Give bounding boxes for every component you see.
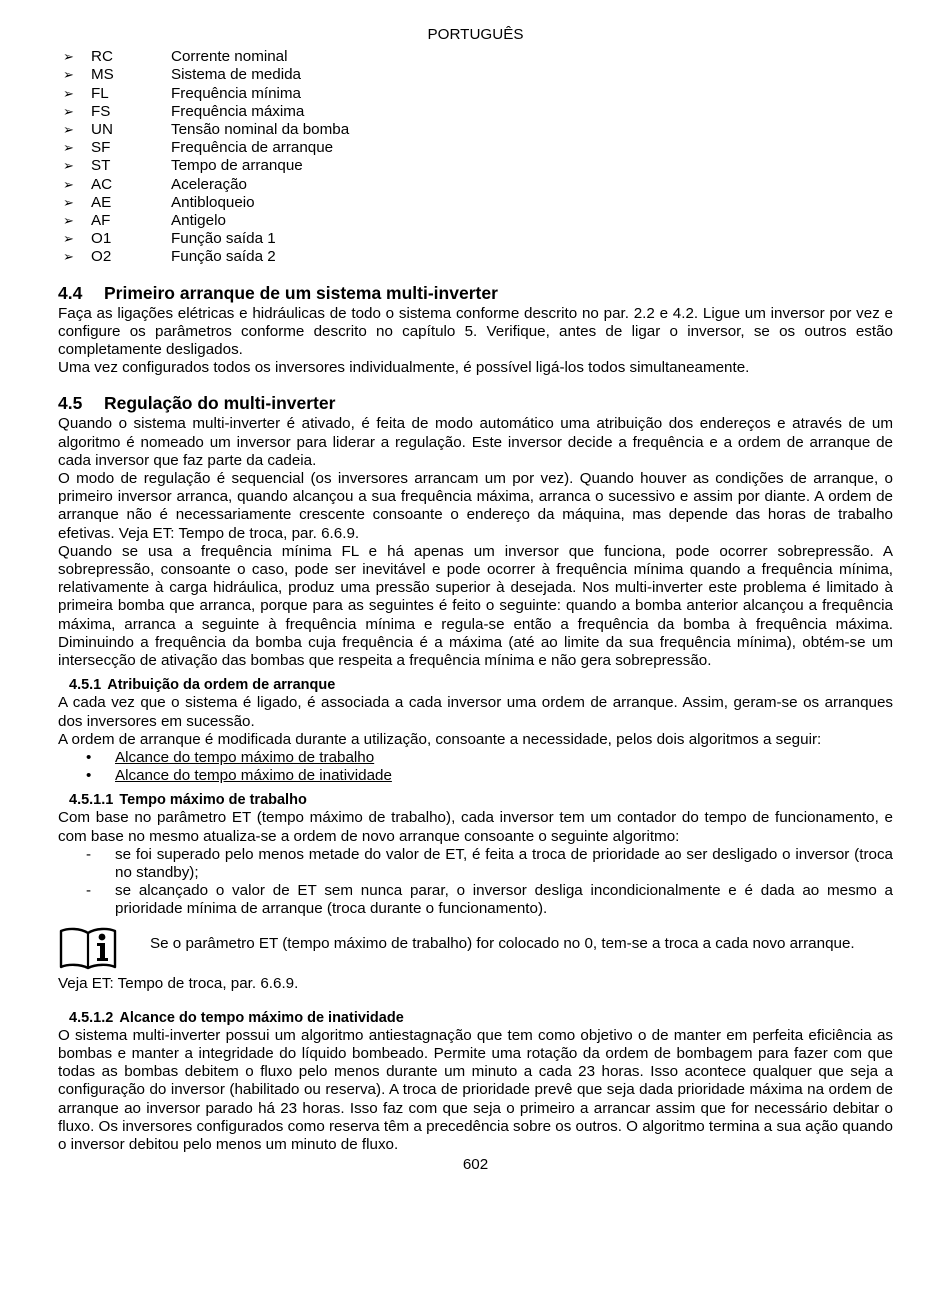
info-note <box>58 925 893 971</box>
list-text: se alcançado o valor de ET sem nunca parar, o inversor desliga incondicionalmente e é dada ao mesmo a prioridade mínima de arranque (troca durante o funcionamento). <box>115 882 893 918</box>
section-heading-4-5-1-1 <box>69 791 893 809</box>
arrow-bullet-icon: ➢ <box>63 85 74 101</box>
list-item <box>63 85 893 103</box>
param-code: RC <box>91 48 113 66</box>
param-desc: Antibloqueio <box>171 193 255 211</box>
param-desc: Função saída 2 <box>171 248 276 266</box>
document-page <box>58 26 893 1174</box>
section-title: Regulação do multi-inverter <box>104 393 336 414</box>
dash-bullet: - <box>86 845 92 863</box>
param-desc: Aceleração <box>171 175 247 193</box>
section-number: 4.5 <box>58 393 83 414</box>
arrow-bullet-icon: ➢ <box>63 194 74 210</box>
param-desc: Frequência máxima <box>171 102 305 120</box>
param-desc: Tensão nominal da bomba <box>171 121 350 139</box>
arrow-bullet-icon: ➢ <box>63 213 74 229</box>
paragraph: Faça as ligações elétricas e hidráulicas de todo o sistema conforme descrito no par. 2.2 e 4.2. Ligue um inversor por vez e configure os parâmetros conforme descrito no capítulo 5. Verifique, antes de ligar o inversor, se os outros estão completamente desligados. <box>58 304 893 359</box>
list-link: Alcance do tempo máximo de inatividade <box>115 767 392 785</box>
param-desc: Função saída 1 <box>171 230 276 248</box>
paragraph: O modo de regulação é sequencial (os inversores arrancam um por vez). Quando houver as condições de arranque, o primeiro inversor arranca, quando alcançou a sua frequência máxima, arranca o sucessivo e assim por diante. A ordem de arranque não é necessariamente crescente consoante o endereço da máquina, mas depende das horas de trabalho efetivas. Veja ET: Tempo de troca, par. 6.6.9. <box>58 470 893 542</box>
list-item <box>63 139 893 157</box>
list-item <box>63 194 893 212</box>
bullet-icon: • <box>86 767 92 785</box>
arrow-bullet-icon: ➢ <box>63 249 74 265</box>
section-heading-4-5-1 <box>69 676 893 694</box>
section-title: Alcance do tempo máximo de inatividade <box>119 1009 404 1026</box>
paragraph: Uma vez configurados todos os inversores individualmente, é possível ligá-los todos simultaneamente. <box>58 359 750 377</box>
section-heading-4-5 <box>58 393 893 413</box>
param-desc: Frequência mínima <box>171 84 301 102</box>
list-item <box>63 66 893 84</box>
list-item <box>58 882 893 918</box>
dash-bullet: - <box>86 882 92 900</box>
param-desc: Frequência de arranque <box>171 139 334 157</box>
param-desc: Sistema de medida <box>171 66 302 84</box>
param-code: AF <box>91 212 111 230</box>
param-desc: Corrente nominal <box>171 48 288 66</box>
param-code: SF <box>91 139 111 157</box>
arrow-bullet-icon: ➢ <box>63 103 74 119</box>
param-code: AE <box>91 193 112 211</box>
list-item <box>63 103 893 121</box>
list-item <box>63 157 893 175</box>
section-number: 4.5.1.1 <box>69 792 114 809</box>
note-text: Se o parâmetro ET (tempo máximo de trabalho) for colocado no 0, tem-se a troca a cada novo arranque. <box>150 934 855 952</box>
param-code: ST <box>91 157 111 175</box>
paragraph: O sistema multi-inverter possui um algoritmo antiestagnação que tem como objetivo o de manter em perfeita eficiência as bombas e manter a integridade do líquido bombeado. Permite uma rotação da ordem de bombagem para fazer com que todas as bombas debitem o fluxo pelo menos durante um minuto a cada 23 horas. Isso acontece qualquer que seja a configuração do inversor (habilitado ou reserva). A troca de prioridade prevê que seja dada prioridade máxima na ordem de arranque ao inversor parado há 23 horas. Isso faz com que seja o primeiro a arrancar assim que for necessário debitar o fluxo. Os inversores configurados como reserva têm a precedência sobre os outros. O algoritmo termina a sua ação quando o inversor debitou pelo menos um minuto de fluxo. <box>58 1026 893 1153</box>
paragraph: Quando o sistema multi-inverter é ativado, é feita de modo automático uma atribuição dos endereços e através de um algoritmo é nomeado um inversor para liderar a regulação. Este inversor decide a frequência e a ordem de arranque de cada inversor que faz parte da cadeia. <box>58 415 893 469</box>
section-heading-4-5-1-2 <box>69 1009 893 1027</box>
arrow-bullet-icon: ➢ <box>63 176 74 192</box>
arrow-bullet-icon: ➢ <box>63 67 74 83</box>
param-code: FL <box>91 84 109 102</box>
parameter-list <box>63 48 893 266</box>
page-number: 602 <box>462 1156 489 1174</box>
param-desc: Tempo de arranque <box>171 157 303 175</box>
algorithm-list <box>58 749 893 785</box>
param-code: O1 <box>91 230 112 248</box>
arrow-bullet-icon: ➢ <box>63 140 74 156</box>
list-item <box>63 176 893 194</box>
section-title: Atribuição da ordem de arranque <box>107 677 336 694</box>
page-header: PORTUGUÊS <box>427 26 524 43</box>
section-title: Tempo máximo de trabalho <box>119 792 307 809</box>
list-item <box>58 767 893 785</box>
param-code: MS <box>91 66 114 84</box>
param-code: FS <box>91 102 111 120</box>
section-heading-4-4 <box>58 283 893 303</box>
section-number: 4.5.1.2 <box>69 1009 114 1026</box>
rule-list <box>58 846 893 919</box>
list-item <box>63 48 893 66</box>
list-item <box>58 749 893 767</box>
list-link: Alcance do tempo máximo de trabalho <box>115 748 375 766</box>
arrow-bullet-icon: ➢ <box>63 158 74 174</box>
paragraph: Veja ET: Tempo de troca, par. 6.6.9. <box>58 974 299 992</box>
arrow-bullet-icon: ➢ <box>63 122 74 138</box>
paragraph: Quando se usa a frequência mínima FL e há apenas um inversor que funciona, pode ocorrer sobrepressão. A sobrepressão, consoante o caso, pode ser inevitável e pode ocorrer à frequência mínima quando a frequência mínima, relativamente à carga hidráulica, produz uma pressão superior à desejada. Nos multi-inverter este problema é limitado à primeira bomba que arranca, porque para as seguintes é feito o seguinte: quando a bomba anterior alcançou a frequência máxima, arranca a seguinte à frequência mínima e regula-se então a frequência da bomba à frequência máxima. Diminuindo a frequência da bomba cuja frequência é a máxima (até ao limite da sua frequência mínima), obtém-se um intersecção de ativação das bombas que respeita a frequência mínima e não gera sobrepressão. <box>58 542 893 670</box>
arrow-bullet-icon: ➢ <box>63 49 74 65</box>
bullet-icon: • <box>86 748 92 766</box>
list-item <box>63 212 893 230</box>
list-item <box>63 230 893 248</box>
param-desc: Antigelo <box>171 212 226 230</box>
arrow-bullet-icon: ➢ <box>63 231 74 247</box>
list-item <box>63 248 893 266</box>
section-number: 4.4 <box>58 282 83 303</box>
param-code: UN <box>91 121 113 139</box>
paragraph: Com base no parâmetro ET (tempo máximo de trabalho), cada inversor tem um contador do tempo de funcionamento, e com base no mesmo atualiza-se a ordem de novo arranque consoante o seguinte algoritmo: <box>58 809 893 845</box>
paragraph: A ordem de arranque é modificada durante a utilização, consoante a necessidade, pelos dois algoritmos a seguir: <box>58 730 822 748</box>
section-number: 4.5.1 <box>69 677 102 694</box>
list-item <box>58 846 893 882</box>
param-code: O2 <box>91 248 112 266</box>
section-title: Primeiro arranque de um sistema multi-inverter <box>104 282 498 303</box>
paragraph: A cada vez que o sistema é ligado, é associada a cada inversor uma ordem de arranque. Assim, geram-se os arranques dos inversores em sucessão. <box>58 694 893 730</box>
list-item <box>63 121 893 139</box>
info-book-icon <box>58 925 118 971</box>
list-text: se foi superado pelo menos metade do valor de ET, é feita a troca de prioridade ao ser desligado o inversor (troca no standby); <box>115 845 893 881</box>
param-code: AC <box>91 175 113 193</box>
